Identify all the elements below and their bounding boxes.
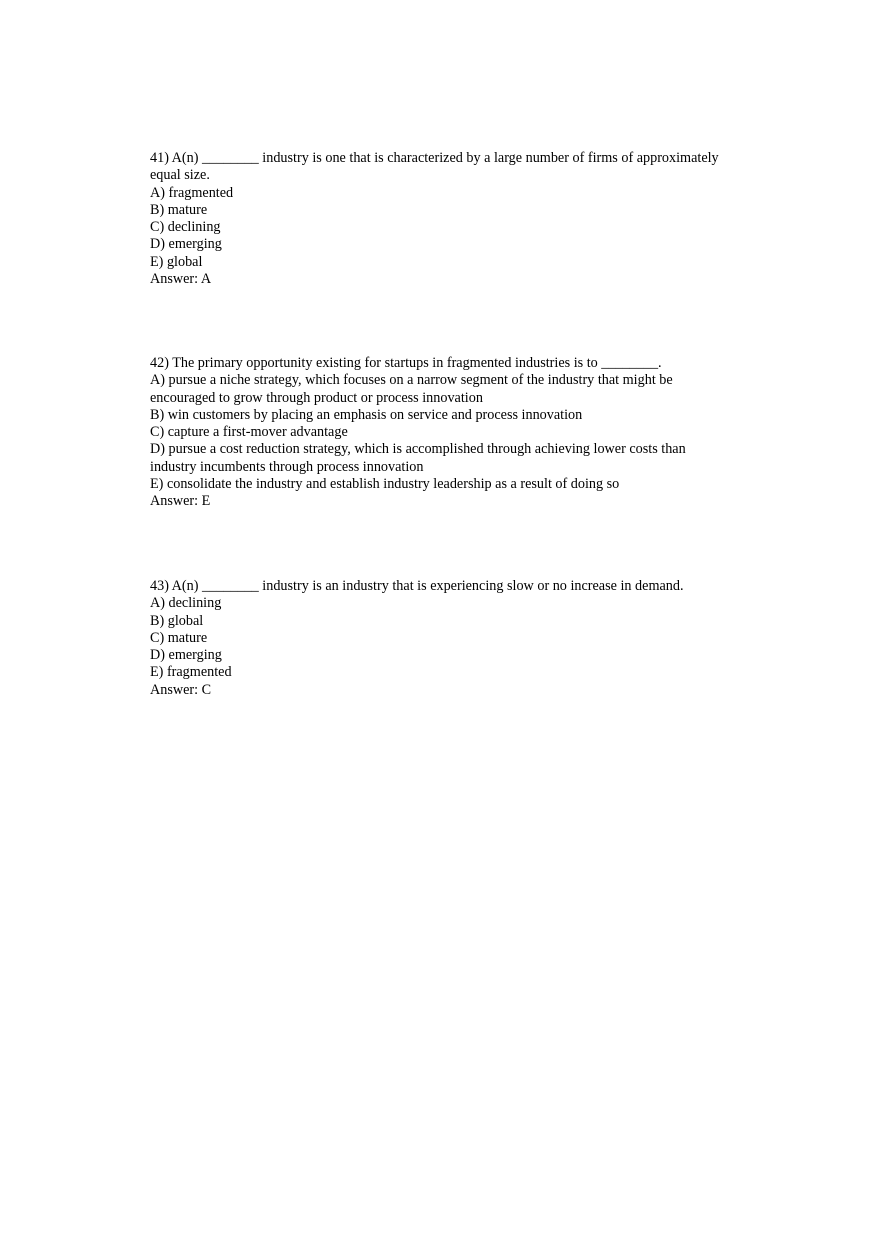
answer: Answer: A <box>150 271 212 288</box>
answer: Answer: E <box>150 493 211 510</box>
question-43 <box>150 578 730 699</box>
option-d: D) pursue a cost reduction strategy, which is accomplished through achieving lower costs than industry incumbents through process innovation <box>150 441 686 475</box>
option-c: C) declining <box>150 219 221 236</box>
option-d: D) emerging <box>150 647 222 664</box>
option-b: B) mature <box>150 201 208 218</box>
option-a: A) pursue a niche strategy, which focuses on a narrow segment of the industry that might be encouraged to grow through product or process innovation <box>150 372 673 406</box>
question-stem: 43) A(n) ________ industry is an industry that is experiencing slow or no increase in demand. <box>150 578 684 594</box>
option-b: B) win customers by placing an emphasis on service and process innovation <box>150 406 583 423</box>
option-d: D) emerging <box>150 236 222 253</box>
question-stem: 41) A(n) ________ industry is one that is characterized by a large number of firms of approximately equal size. <box>150 150 719 184</box>
answer: Answer: C <box>150 681 212 698</box>
question-stem: 42) The primary opportunity existing for startups in fragmented industries is to ________. <box>150 355 662 371</box>
question-42 <box>150 355 730 511</box>
option-c: C) capture a first-mover advantage <box>150 424 348 441</box>
option-a: A) fragmented <box>150 184 234 201</box>
option-e: E) fragmented <box>150 664 232 681</box>
question-41 <box>150 150 730 288</box>
option-a: A) declining <box>150 595 222 612</box>
option-e: E) consolidate the industry and establish industry leadership as a result of doing so <box>150 476 620 493</box>
option-e: E) global <box>150 253 203 270</box>
option-c: C) mature <box>150 629 208 646</box>
option-b: B) global <box>150 612 204 629</box>
